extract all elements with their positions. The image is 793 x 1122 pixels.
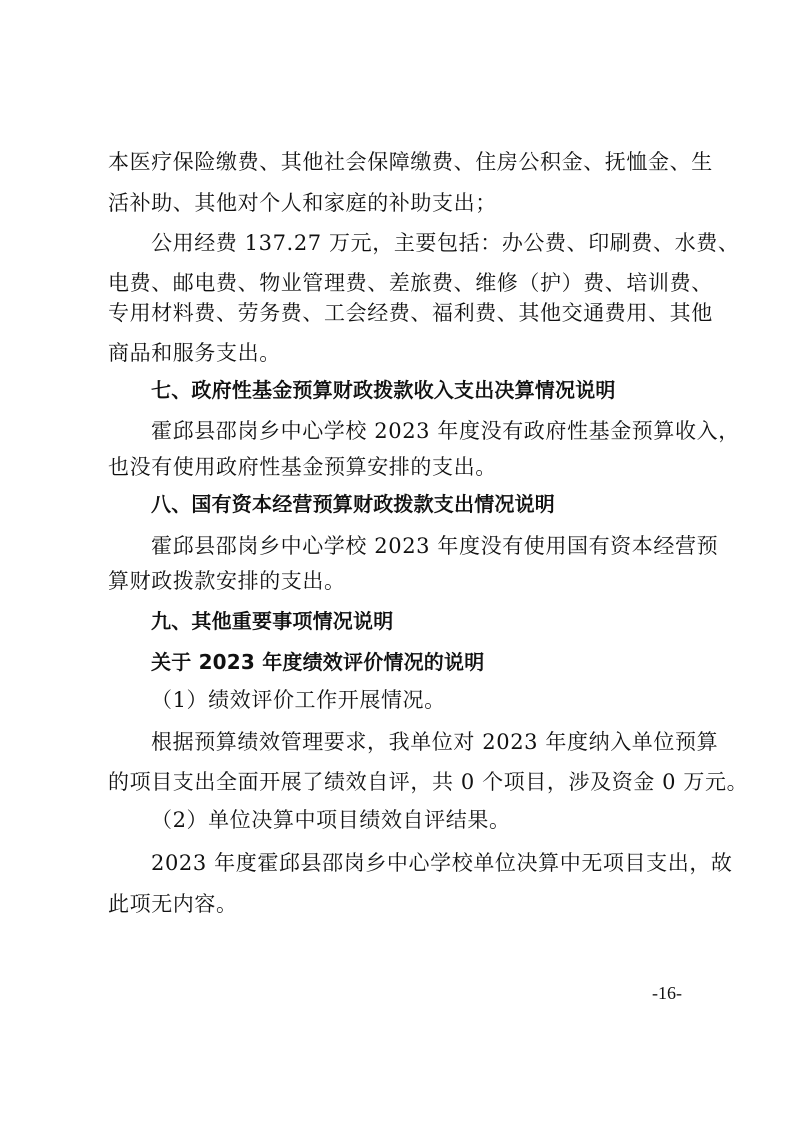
body-text-line: 霍邱县邵岗乡中心学校 2023 年度没有使用国有资本经营预: [151, 534, 719, 558]
body-text-line: 此项无内容。: [108, 892, 238, 916]
body-text-line: 本医疗保险缴费、其他社会保障缴费、住房公积金、抚恤金、生: [108, 150, 713, 174]
body-text-line: 霍邱县邵岗乡中心学校 2023 年度没有政府性基金预算收入，: [151, 419, 740, 443]
subsection-heading: 关于 2023 年度绩效评价情况的说明: [151, 650, 485, 674]
body-text-line: 活补助、其他对个人和家庭的补助支出；: [108, 191, 497, 215]
section-heading-9: 九、其他重要事项情况说明: [151, 609, 394, 633]
section-heading-8: 八、国有资本经营预算财政拨款支出情况说明: [151, 492, 555, 516]
body-text-line: 公用经费 137.27 万元，主要包括：办公费、印刷费、水费、: [151, 231, 740, 255]
body-text-line: 商品和服务支出。: [108, 341, 281, 365]
body-text-line: 算财政拨款安排的支出。: [108, 569, 346, 593]
body-text-line: 的项目支出全面开展了绩效自评，共 0 个项目，涉及资金 0 万元。: [108, 770, 749, 794]
item-title-1: （1）绩效评价工作开展情况。: [151, 688, 446, 712]
body-text-line: 根据预算绩效管理要求，我单位对 2023 年度纳入单位预算: [151, 730, 719, 754]
page-number: -16-: [652, 983, 682, 1003]
section-heading-7: 七、政府性基金预算财政拨款收入支出决算情况说明: [151, 378, 616, 402]
body-text-line: 2023 年度霍邱县邵岗乡中心学校单位决算中无项目支出，故: [151, 851, 733, 875]
item-title-2: （2）单位决算中项目绩效自评结果。: [151, 808, 511, 832]
body-text-line: 电费、邮电费、物业管理费、差旅费、维修（护）费、培训费、: [108, 271, 713, 295]
body-text-line: 专用材料费、劳务费、工会经费、福利费、其他交通费用、其他: [108, 301, 713, 325]
body-text-line: 也没有使用政府性基金预算安排的支出。: [108, 455, 497, 479]
